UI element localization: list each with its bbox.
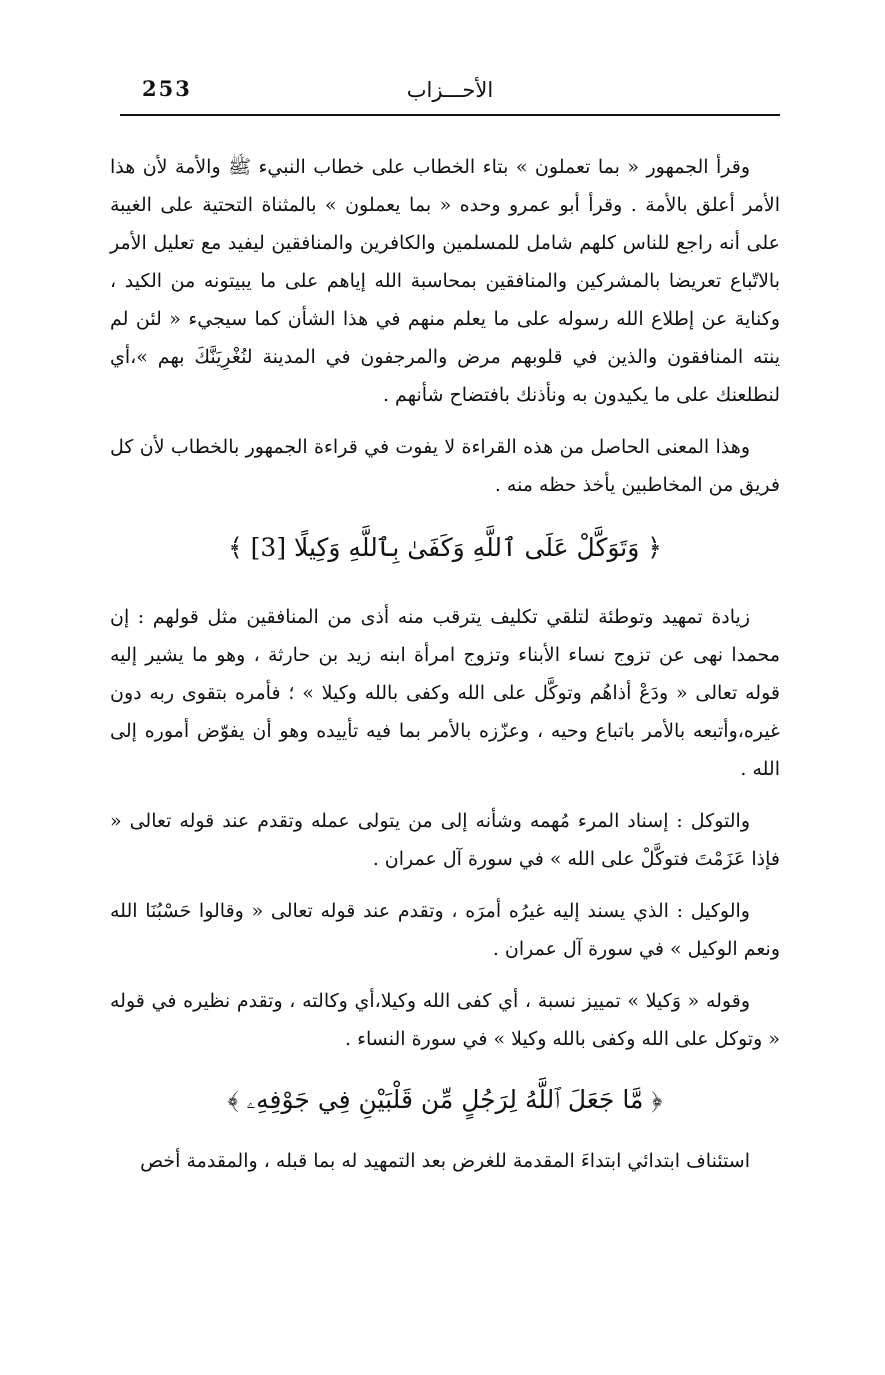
paragraph: والوكيل : الذي يسند إليه غيرُه أمرَه ، وتقدم عند قوله تعالى « وقالوا حَسْبُنَا الله ونعم الوكيل » في سورة آل عمران .: [110, 900, 780, 960]
paragraph: وقرأ الجمهور « بما تعملون » بتاء الخطاب على خطاب النبيء ﷺ والأمة لأن هذا الأمر أعلق بالأمة . وقرأ أبو عمرو وحده « بما يعملون » بالمثناة التحتية على الغيبة على أنه راجع للناس كلهم شامل للمسلمين والكافرين والمنافقين ليفيد مع تعليل الأمر بالاتّباع تعريضا بالمشركين والمنافقين بمحاسبة الله إياهم على ما يبيتونه من الكيد ، وكناية عن إطلاع الله رسوله على ما يعلم منهم في هذا الشأن كما سيجيء « لئن لم ينته المنافقون والذين في قلوبهم مرض والمرجفون في المدينة لنُغْرِيَنَّكَ بهم »،أي لنطلعنك على ما يكيدون به ونأذنك بافتضاح شأنهم .: [110, 156, 780, 406]
quran-verse: ﴿ مَّا جَعَلَ ٱللَّهُ لِرَجُلٍ مِّن قَلْبَيْنِ فِي جَوْفِهِۦ ﴾: [227, 1085, 663, 1114]
paragraph: استئناف ابتدائي ابتداءَ المقدمة للغرض بعد التمهيد له بما قبله ، والمقدمة أخص: [140, 1150, 750, 1172]
page-number: 253: [142, 76, 192, 101]
paragraph: زيادة تمهيد وتوطئة لتلقي تكليف يترقب منه أذى من المنافقين مثل قولهم : إن محمدا نهى عن تزوج نساء الأبناء وتزوج امرأة ابنه زيد بن حارثة ، وهو ما يشير إليه قوله تعالى « ودَعْ أذاهُم وتوكَّل على الله وكفى بالله وكيلا » ؛ فأمره بتقوى ربه دون غيره،وأتبعه بالأمر باتباع وحيه ، وعزّزه بالأمر بما فيه تأييده وهو أن يفوّض أموره إلى الله .: [110, 606, 780, 780]
page-body: [110, 148, 780, 1180]
quran-verse: ﴿ وَتَوَكَّلْ عَلَى ٱللَّهِ وَكَفَىٰ بِٱللَّهِ وَكِيلًا [3] ﴾: [228, 533, 662, 562]
paragraph: وقوله « وَكيلا » تمييز نسبة ، أي كفى الله وكيلا،أي وكالته ، وتقدم نظيره في قوله « وتوكل على الله وكفى بالله وكيلا » في سورة النساء .: [110, 990, 780, 1050]
page-header: [120, 72, 780, 112]
surah-title: الأحـــزاب: [406, 78, 494, 102]
header-rule: [120, 114, 780, 116]
paragraph: وهذا المعنى الحاصل من هذه القراءة لا يفوت في قراءة الجمهور بالخطاب لأن كل فريق من المخاطبين يأخذ حظه منه .: [110, 436, 780, 496]
paragraph: والتوكل : إسناد المرء مُهمه وشأنه إلى من يتولى عمله وتقدم عند قوله تعالى « فإذا عَزَمْتَ فتوكَّلْ على الله » في سورة آل عمران .: [110, 810, 780, 870]
